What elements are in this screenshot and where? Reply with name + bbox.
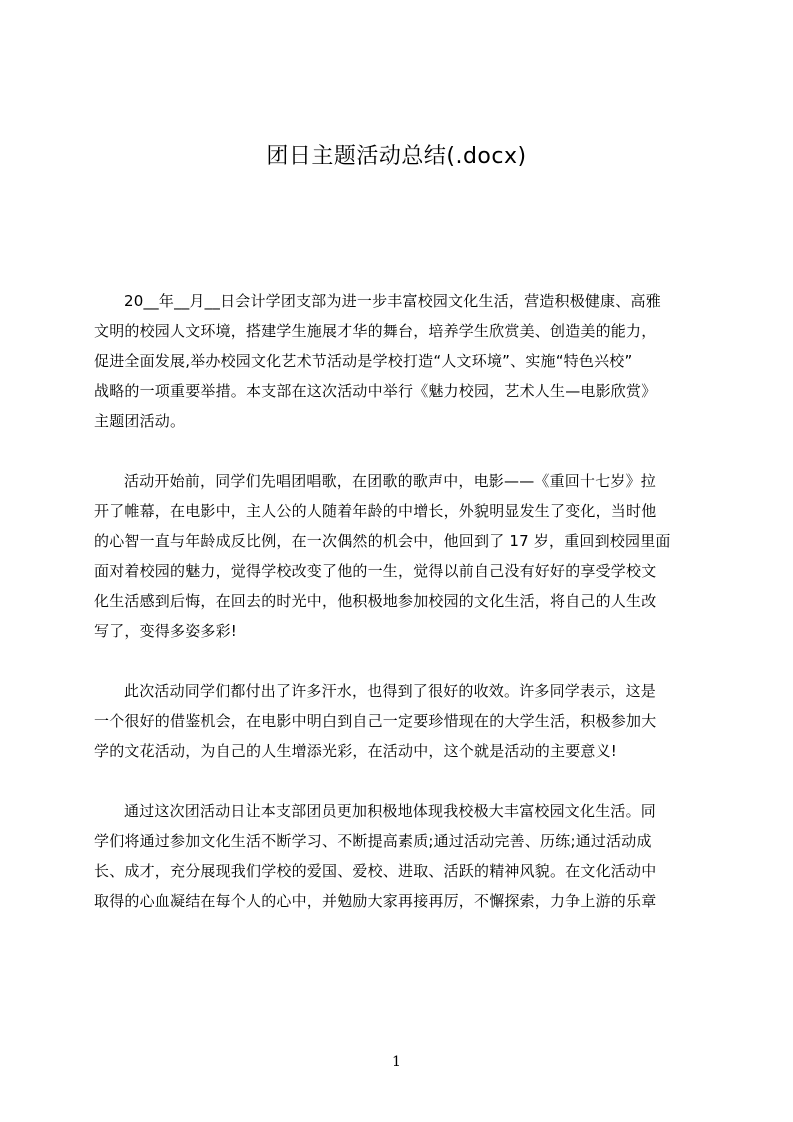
paragraph-line: 20__年__月__日会计学团支部为进一步丰富校园文化生活，营造积极健康、高雅 xyxy=(124,292,661,310)
paragraph-line: 活动开始前，同学们先唱团唱歌，在团歌的歌声中，电影——《重回十七岁》拉 xyxy=(124,472,657,490)
document-title: 团日主题活动总结(.docx) xyxy=(266,144,527,169)
paragraph-line: 化生活感到后悔，在回去的时光中，他积极地参加校园的文化生活，将自己的人生改 xyxy=(94,592,657,610)
paragraph-line: 主题团活动。 xyxy=(94,412,186,430)
paragraph-line: 开了帷幕，在电影中，主人公的人随着年龄的中增长，外貌明显发生了变化，当时他 xyxy=(94,502,657,520)
paragraph-line: 学们将通过参加文化生活不断学习、不断提高素质;通过活动完善、历练;通过活动成 xyxy=(94,832,652,850)
paragraph-line: 面对着校园的魅力，觉得学校改变了他的一生，觉得以前自己没有好好的享受学校文 xyxy=(94,562,657,580)
paragraph-4 xyxy=(94,796,700,916)
paragraph-3 xyxy=(94,676,700,766)
paragraph-line: 促进全面发展,举办校园文化艺术节活动是学校打造“人文环境”、实施“特色兴校” xyxy=(94,352,633,370)
paragraph-line: 战略的一项重要举措。本支部在这次活动中举行《魅力校园，艺术人生—电影欣赏》 xyxy=(94,382,657,400)
document-body xyxy=(94,286,700,946)
paragraph-line: 写了，变得多姿多彩! xyxy=(94,622,238,640)
paragraph-line: 取得的心血凝结在每个人的心中，并勉励大家再接再厉，不懈探索，力争上游的乐章 xyxy=(94,892,657,910)
paragraph-line: 学的文花活动，为自己的人生增添光彩，在活动中，这个就是活动的主要意义! xyxy=(94,742,618,760)
paragraph-line: 一个很好的借鉴机会，在电影中明白到自己一定要珍惜现在的大学生活，积极参加大 xyxy=(94,712,657,730)
paragraph-2 xyxy=(94,466,700,646)
paragraph-line: 文明的校园人文环境，搭建学生施展才华的舞台，培养学生欣赏美、创造美的能力， xyxy=(94,322,657,340)
paragraph-line: 的心智一直与年龄成反比例，在一次偶然的机会中，他回到了 17 岁，重回到校园里面 xyxy=(94,532,671,550)
paragraph-line: 通过这次团活动日让本支部团员更加积极地体现我校极大丰富校园文化生活。同 xyxy=(124,802,657,820)
paragraph-1 xyxy=(94,286,700,436)
paragraph-line: 长、成才，充分展现我们学校的爱国、爱校、进取、活跃的精神风貌。在文化活动中 xyxy=(94,862,657,880)
paragraph-line: 此次活动同学们都付出了许多汗水，也得到了很好的收效。许多同学表示，这是 xyxy=(124,682,657,700)
page-number: 1 xyxy=(392,1054,401,1070)
